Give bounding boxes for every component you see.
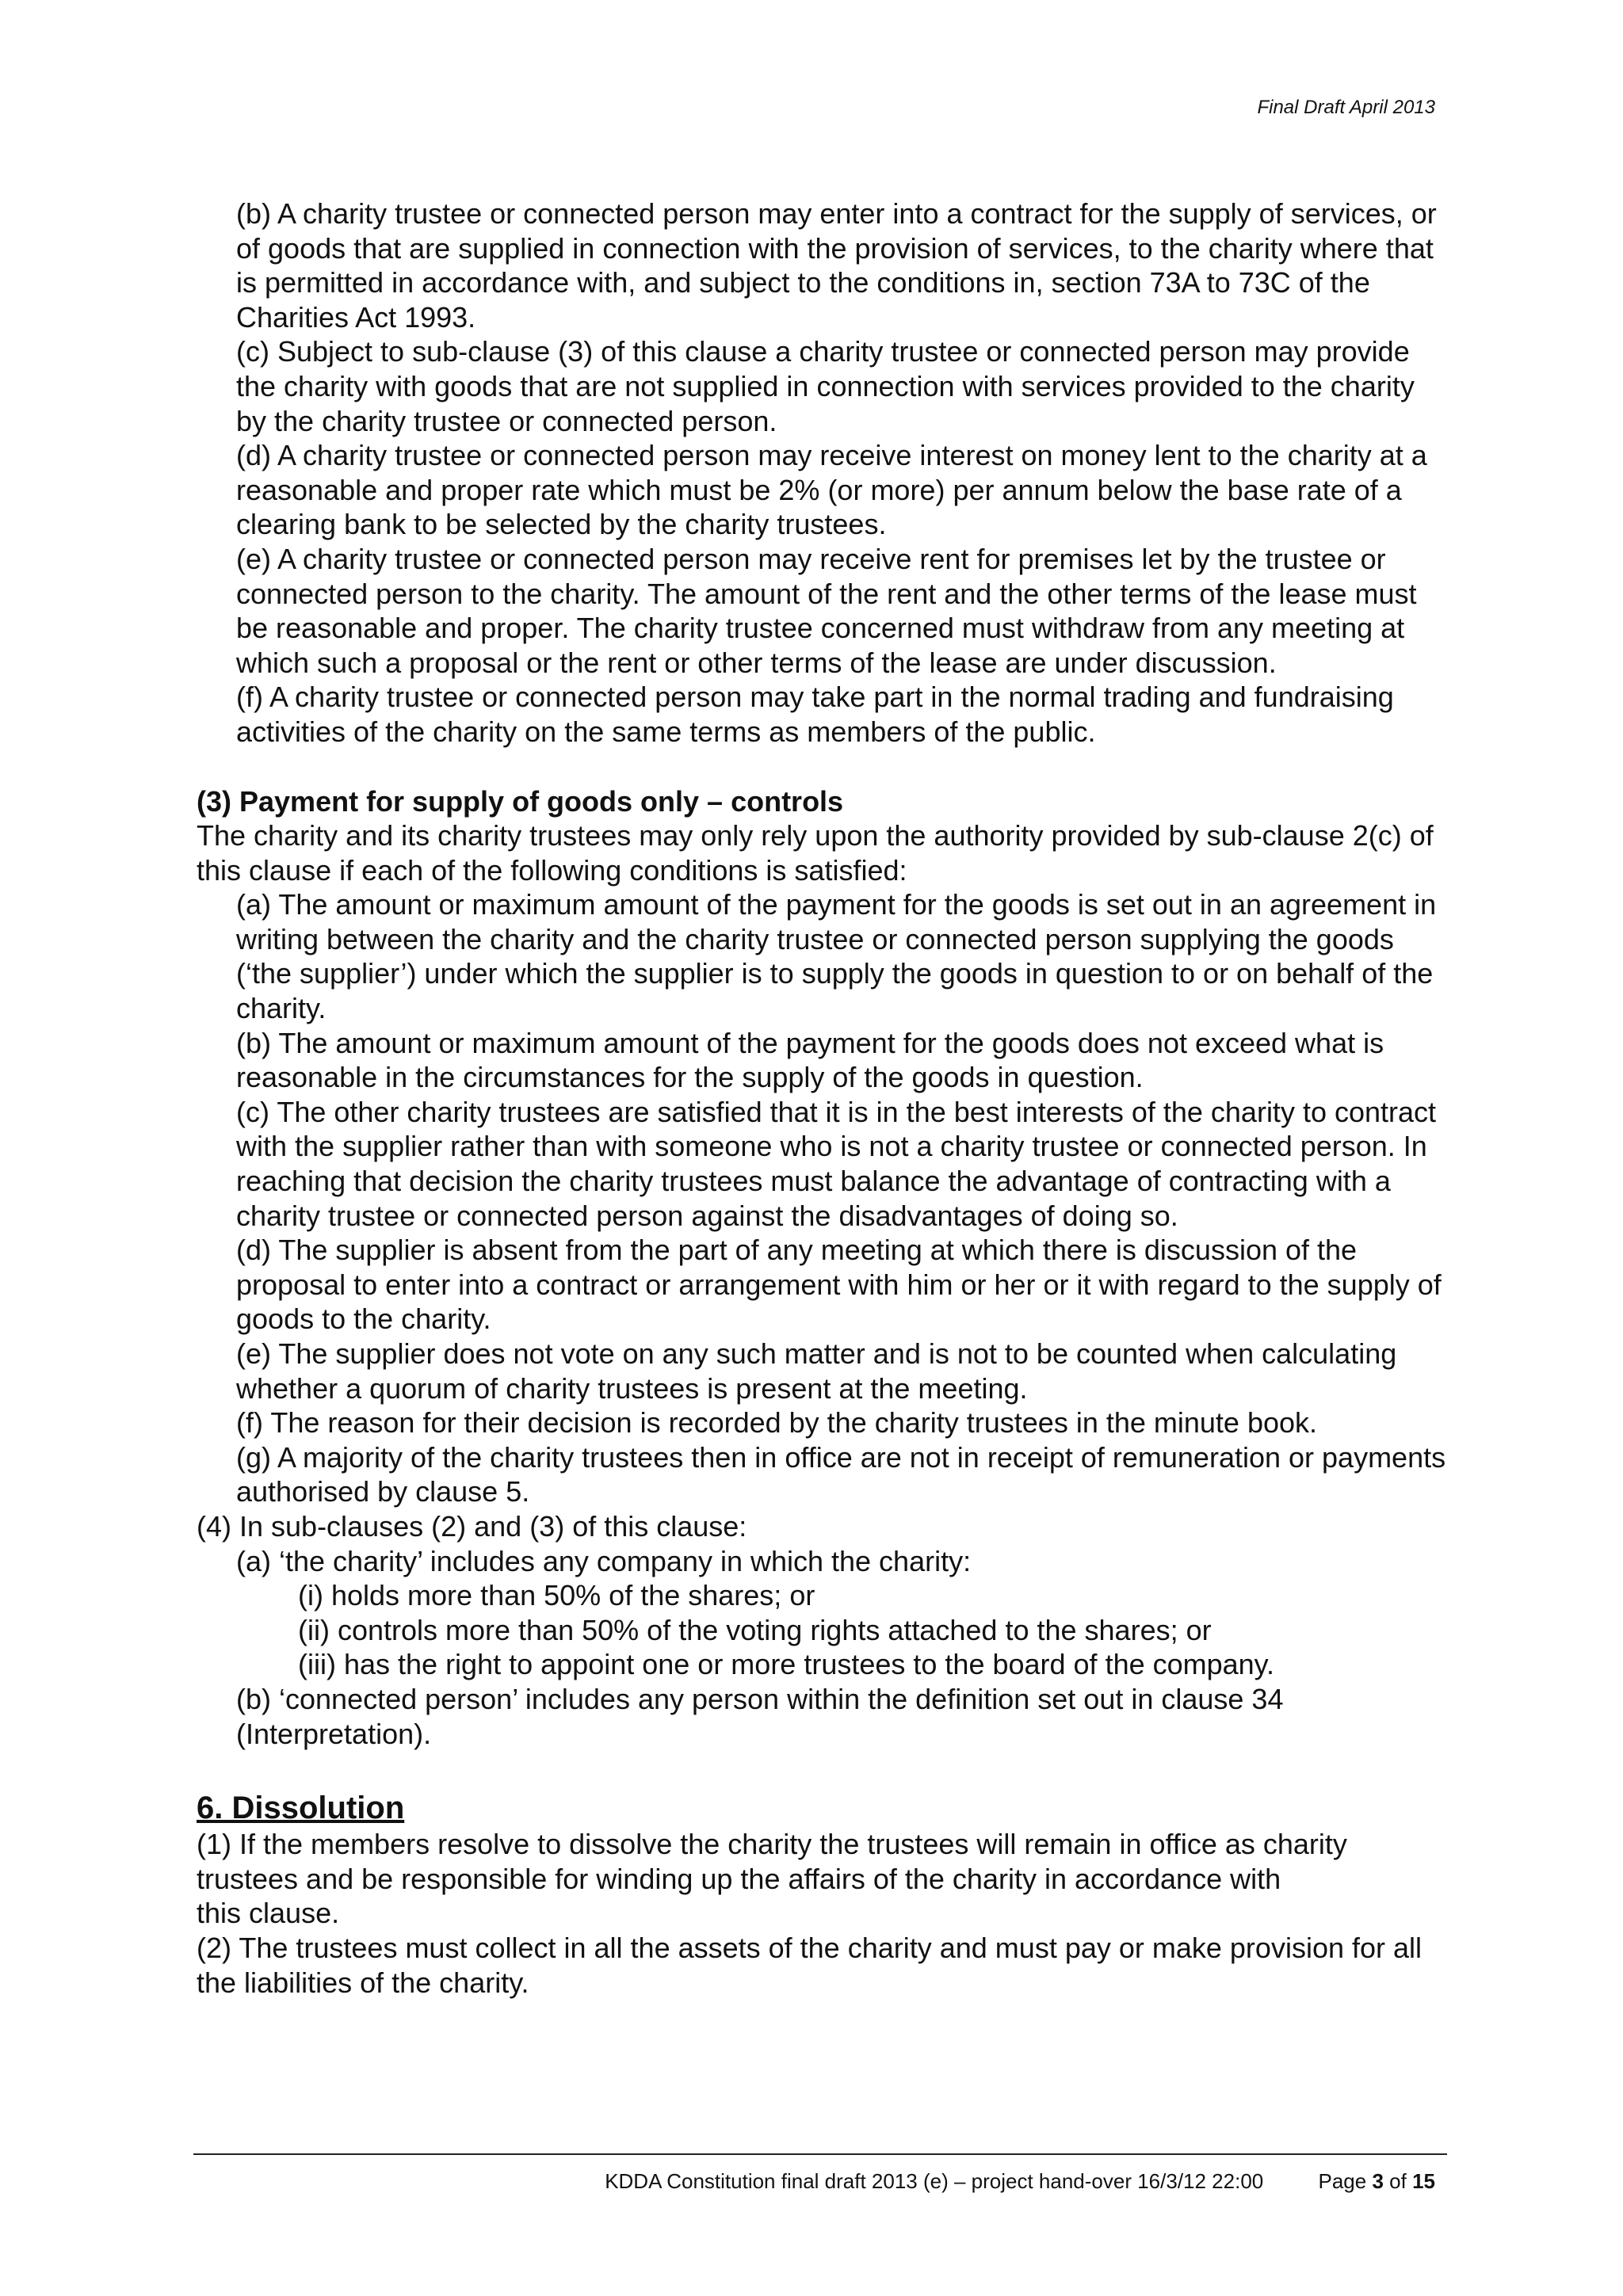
clause2-item-d: (d) A charity trustee or connected person may receive interest on money lent to the charity at a reasonable and proper rate which must be 2% (or more) per annum below the base rate of a clearing bank to be selected by the charity trustees.: [236, 439, 1427, 541]
draft-header: Final Draft April 2013: [1257, 97, 1435, 118]
clause4-item-a: (a) ‘the charity’ includes any company in which the charity:: [236, 1544, 972, 1577]
spacer: [197, 1751, 1449, 1789]
footer-of-label: of: [1389, 2169, 1407, 2193]
clause4-subitem-ii: (ii) controls more than 50% of the voting rights attached to the shares; or: [298, 1613, 1212, 1646]
dissolution-para-1-line-2: this clause.: [197, 1897, 340, 1930]
clause3-item-a: (a) The amount or maximum amount of the payment for the goods is set out in an agreement in writing between the charity and the charity trustee or connected person supplying the goods (‘the supplier’) under which the supplier is to supply the goods in question to or on behalf of the charity.: [236, 888, 1437, 1025]
clause3-heading: (3) Payment for supply of goods only – controls: [197, 784, 844, 818]
clause3-item-g: (g) A majority of the charity trustees then in office are not in receipt of remuneration or payments authorised by clause 5.: [236, 1440, 1446, 1508]
clause3-item-d: (d) The supplier is absent from the part of any meeting at which there is discussion of the proposal to enter into a contract or arrangement with him or her or it with regard to the supply of goods to the charity.: [236, 1234, 1442, 1336]
footer-divider: [193, 2153, 1447, 2155]
spacer: [197, 749, 1449, 784]
footer-page-total: 15: [1412, 2169, 1435, 2193]
dissolution-para-1: [197, 1827, 1449, 1931]
clause3-item-f: (f) The reason for their decision is recorded by the charity trustees in the minute book.: [236, 1406, 1318, 1440]
dissolution-para-2: (2) The trustees must collect in all the assets of the charity and must pay or make provision for all the liabilities of the charity.: [197, 1931, 1423, 1999]
clause3-item-b: (b) The amount or maximum amount of the payment for the goods does not exceed what is reasonable in the circumstances for the supply of the goods in question.: [236, 1026, 1384, 1094]
footer-document-title: KDDA Constitution final draft 2013 (e) – project hand-over 16/3/12 22:00: [605, 2169, 1264, 2193]
footer-page-number: 3: [1372, 2169, 1384, 2193]
footer-page-label: Page: [1318, 2169, 1367, 2193]
clause2-item-f: (f) A charity trustee or connected person may take part in the normal trading and fundraising activities of the charity on the same terms as members of the public.: [236, 681, 1394, 748]
section-heading-dissolution: 6. Dissolution: [197, 1791, 405, 1826]
clause2-item-b: (b) A charity trustee or connected person may enter into a contract for the supply of services, or of goods that are supplied in connection with the provision of services, to the charity where that is permitted in accordance with, and subject to the conditions in, section 73A to 73C of the Charities Act 1993.: [236, 197, 1437, 334]
clause4-item-b: (b) ‘connected person’ includes any person within the definition set out in clause 34 (Interpretation).: [236, 1682, 1284, 1750]
clause3-item-c: (c) The other charity trustees are satisfied that it is in the best interests of the charity to contract with the supplier rather than with someone who is not a charity trustee or connected person. In reaching that decision the charity trustees must balance the advantage of contracting with a charity trustee or connected person against the disadvantages of doing so.: [236, 1095, 1437, 1232]
clause3-intro: The charity and its charity trustees may only rely upon the authority provided by sub-clause 2(c) of this clause if each of the following conditions is satisfied:: [197, 819, 1434, 887]
clause4-heading: (4) In sub-clauses (2) and (3) of this clause:: [197, 1509, 747, 1543]
clause2-item-e: (e) A charity trustee or connected person may receive rent for premises let by the trustee or connected person to the charity. The amount of the rent and the other terms of the lease must be reasonable and proper. The charity trustee concerned must withdraw from any meeting at which such a proposal or the rent or other terms of the lease are under discussion.: [236, 542, 1417, 679]
clause2-item-c: (c) Subject to sub-clause (3) of this clause a charity trustee or connected person may provide the charity with goods that are not supplied in connection with services provided to the charity by the charity trustee or connected person.: [236, 335, 1415, 437]
clause4-subitem-iii: (iii) has the right to appoint one or more trustees to the board of the company.: [298, 1648, 1275, 1681]
document-body: [197, 196, 1449, 2000]
clause4-subitem-i: (i) holds more than 50% of the shares; or: [298, 1579, 815, 1612]
dissolution-para-1-line-1: (1) If the members resolve to dissolve the charity the trustees will remain in office as charity trustees and be responsible for winding up the affairs of the charity in accordance with: [197, 1828, 1347, 1895]
page-footer: [605, 2169, 1435, 2194]
clause3-item-e: (e) The supplier does not vote on any such matter and is not to be counted when calculating whether a quorum of charity trustees is present at the meeting.: [236, 1337, 1397, 1405]
